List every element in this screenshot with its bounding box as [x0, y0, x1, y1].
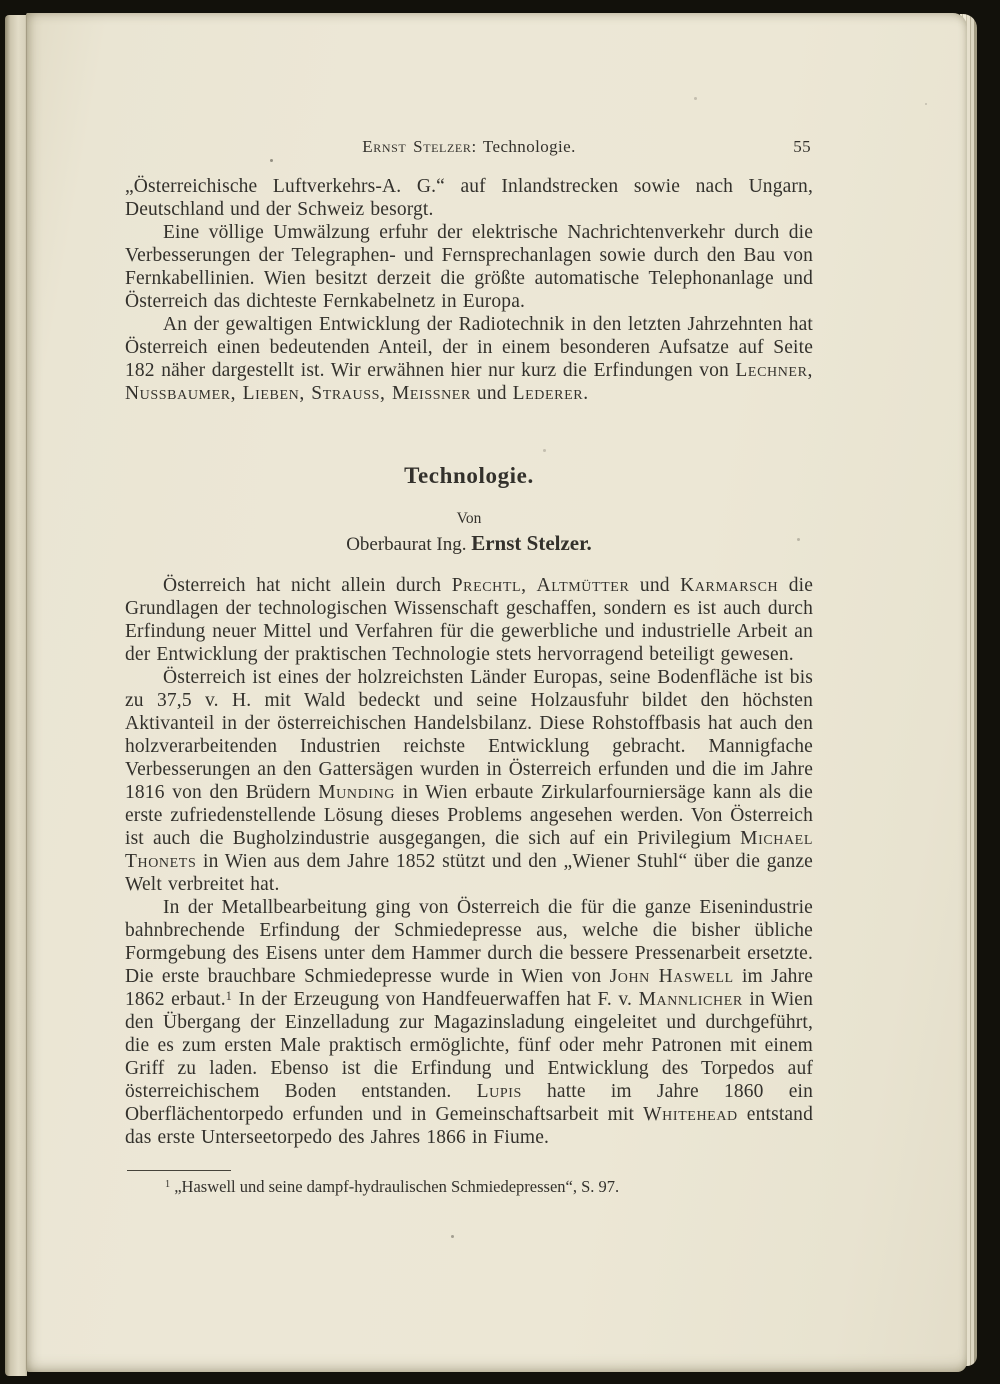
paragraph: Österreich ist eines der holzreichsten Länder Europas, seine Bodenfläche ist bis zu 37,5 v. H. mit Wald bedeckt und seine Holzausfuhr bildet den höchsten Aktivanteil in der österreichischen Handelsbilanz. Diese Rohstoffbasis hat auch den holzverarbeitenden Industrien reichste Entwicklung gebracht. Mannigfache Verbesserungen an den Gattersägen wurden in Österreich erfunden und die im Jahre 1816 von den Brüdern Munding in Wien erbaute Zirkularfourniersäge kann als die erste zufriedenstellende Lösung dieses Problems angesehen werden. Von Österreich ist auch die Bugholzindustrie ausgegangen, die sich auf ein Privilegium Michael Thonets in Wien aus dem Jahre 1852 stützt und den „Wiener Stuhl“ über die ganze Welt verbreitet hat. — [125, 667, 813, 895]
text-block-main — [125, 574, 813, 1149]
paragraph: Österreich hat nicht allein durch Prechtl, Altmütter und Karmarsch die Grundlagen der technologischen Wissenschaft geschaffen, sondern es ist auch durch Erfindung neuer Mittel und Verfahren für die gewerbliche und industrielle Arbeit an der Entwicklung der praktischen Technologie stets hervorragend beteiligt gewesen. — [125, 575, 814, 665]
footnote: $^1$ „Haswell und seine dampf-hydraulischen Schmiedepressen“, S. 97. — [165, 1177, 620, 1196]
page-edge-left — [5, 15, 27, 1376]
paragraph: Eine völlige Umwälzung erfuhr der elektrische Nachrichtenverkehr durch die Verbesserungen der Telegraphen- und Fernsprechanlagen sowie durch den Bau von Fernkabellinien. Wien besitzt derzeit die größte automatische Telephonanlage und Österreich das dichteste Fernkabelnetz in Europa. — [125, 222, 813, 312]
print-speck — [451, 1235, 454, 1238]
print-speck — [694, 97, 697, 100]
print-speck — [543, 449, 546, 452]
paragraph: In der Metallbearbeitung ging von Österreich die für die ganze Eisenindustrie bahnbrechende Erfindung der Schmiedepresse aus, welche die bisher übliche Formgebung des Eisens unter dem Hammer durch die bessere Pressenarbeit ersetzte. Die erste brauchbare Schmiedepresse wurde in Wien von John Haswell im Jahre 1862 erbaut.$^1$ In der Erzeugung von Handfeuerwaffen hat F. v. Mannlicher in Wien den Übergang der Einzelladung zur Magazinsladung eingeleitet und durchgeführt, die es zum ersten Male praktisch ermöglichte, fünf oder mehr Patronen mit einem Griff zu laden. Ebenso ist die Erfindung und Entwicklung des Torpedos auf österreichischem Boden entstanden. Lupis hatte im Jahre 1860 ein Oberflächentorpedo erfunden und in Gemeinschaftsarbeit mit Whitehead entstand das erste Unterseetorpedo des Jahres 1866 in Fiume. — [125, 897, 814, 1148]
section-title: Technologie. — [404, 463, 534, 488]
byline-von: Von — [456, 510, 482, 527]
print-speck — [797, 538, 800, 541]
paragraph: An der gewaltigen Entwicklung der Radiotechnik in den letzten Jahrzehnten hat Österreich einen bedeutenden Anteil, der in einem besonderen Aufsatze auf Seite 182 näher dargestellt ist. Wir erwähnen hier nur kurz die Erfindungen von Lechner, Nussbaumer, Lieben, Strauss, Meissner und Lederer. — [125, 314, 813, 404]
running-header — [125, 137, 813, 157]
text-block-top — [125, 175, 813, 405]
footnote-rule — [127, 1170, 231, 1171]
byline-author: Oberbaurat Ing. Ernst Stelzer. — [346, 531, 592, 555]
page-number: 55 — [793, 137, 811, 156]
print-speck — [925, 103, 927, 105]
print-speck — [270, 159, 273, 162]
paragraph: „Österreichische Luftverkehrs-A. G.“ auf Inlandstrecken sowie nach Ungarn, Deutschland und der Schweiz besorgt. — [125, 176, 813, 220]
book-page — [26, 13, 967, 1372]
running-title: Ernst Stelzer: Technologie. — [362, 137, 576, 156]
